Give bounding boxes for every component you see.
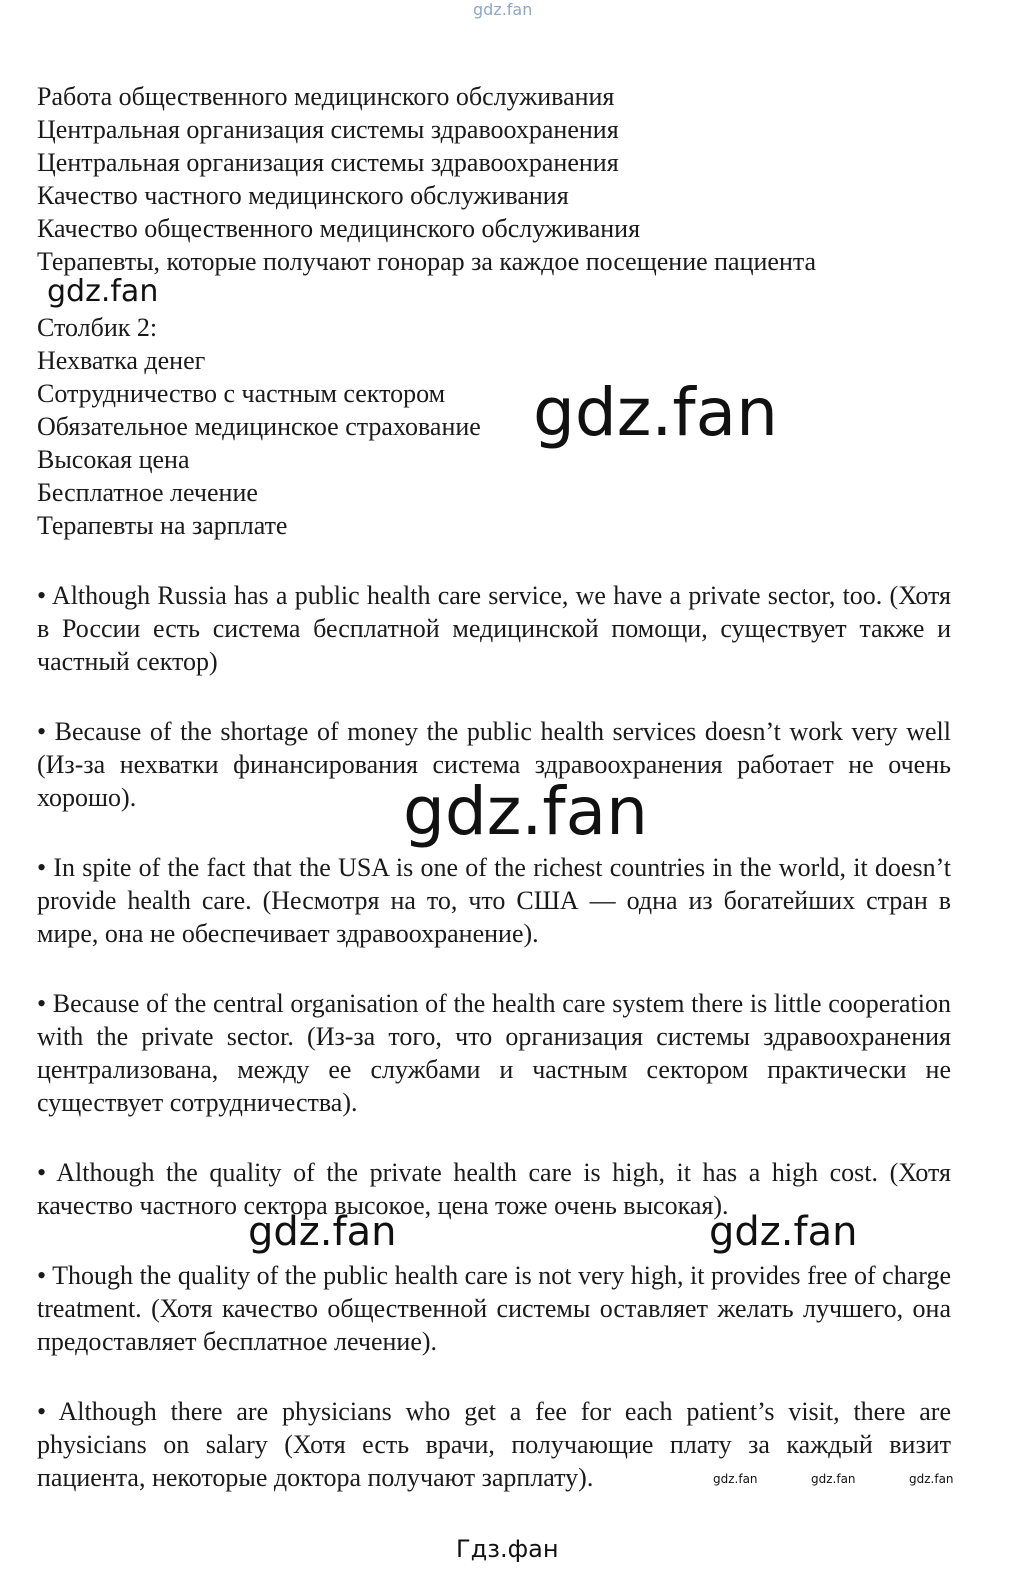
column1-item: Работа общественного медицинского обслуживания <box>37 82 615 111</box>
watermark: gdz.fan <box>403 773 648 850</box>
column1-item: Терапевты, которые получают гонорар за каждое посещение пациента <box>37 247 817 276</box>
column2-heading: Столбик 2: <box>37 313 158 342</box>
sentence-paragraph: • Although there are physicians who get a fee for each patient’s visit, there are physicians on salary (Хотя есть врачи, получающие плату за каждый визит пациента, некоторые доктора получают зарплату). <box>37 1397 951 1492</box>
column2-item: Высокая цена <box>37 445 190 474</box>
footer-watermark: Гдз.фан <box>456 1535 559 1563</box>
watermark: gdz.fan <box>909 1472 954 1486</box>
column2-item: Терапевты на зарплате <box>37 511 288 540</box>
column2-item: Сотрудничество с частным сектором <box>37 379 446 408</box>
column1-item: Центральная организация системы здравоохранения <box>37 115 619 144</box>
column2-item: Бесплатное лечение <box>37 478 258 507</box>
watermark: gdz.fan <box>811 1472 856 1486</box>
watermark: gdz.fan <box>533 374 778 451</box>
column2-item: Нехватка денег <box>37 346 206 375</box>
sentence-paragraph: • Because of the central organisation of the health care system there is little cooperation with the private sector. (Из-за того, что организация системы здравоохранения централизована, между ее службами и частным сектором практически не существует сотрудничества). <box>37 989 951 1117</box>
sentence-paragraph: • Because of the shortage of money the public health services doesn’t work very well (Из-за нехватки финансирования система здравоохранения работает не очень хорошо). <box>37 717 951 812</box>
sentence-paragraph: • Though the quality of the public health care is not very high, it provides free of charge treatment. (Хотя качество общественной системы оставляет желать лучшего, она предоставляет бесплатное лечение). <box>37 1261 951 1356</box>
watermark: gdz.fan <box>248 1209 397 1255</box>
column1-item: Качество общественного медицинского обслуживания <box>37 214 641 243</box>
watermark: gdz.fan <box>47 274 159 309</box>
watermark: gdz.fan <box>709 1209 858 1255</box>
sentence-paragraph: • Although Russia has a public health care service, we have a private sector, too. (Хотя в России есть система бесплатной медицинской помощи, существует также и частный сектор) <box>37 581 951 676</box>
watermark: gdz.fan <box>713 1472 758 1486</box>
sentence-paragraph: • In spite of the fact that the USA is one of the richest countries in the world, it doesn’t provide health care. (Несмотря на то, что США — одна из богатейших стран в мире, она не обеспечивает здравоохранение). <box>37 853 951 948</box>
column2-item: Обязательное медицинское страхование <box>37 412 481 441</box>
column1-item: Центральная организация системы здравоохранения <box>37 148 619 177</box>
top-watermark: gdz.fan <box>473 0 533 19</box>
sentence-paragraph: • Although the quality of the private health care is high, it has a high cost. (Хотя качество частного сектора высокое, цена тоже очень высокая). <box>37 1158 951 1220</box>
column1-item: Качество частного медицинского обслуживания <box>37 181 569 210</box>
